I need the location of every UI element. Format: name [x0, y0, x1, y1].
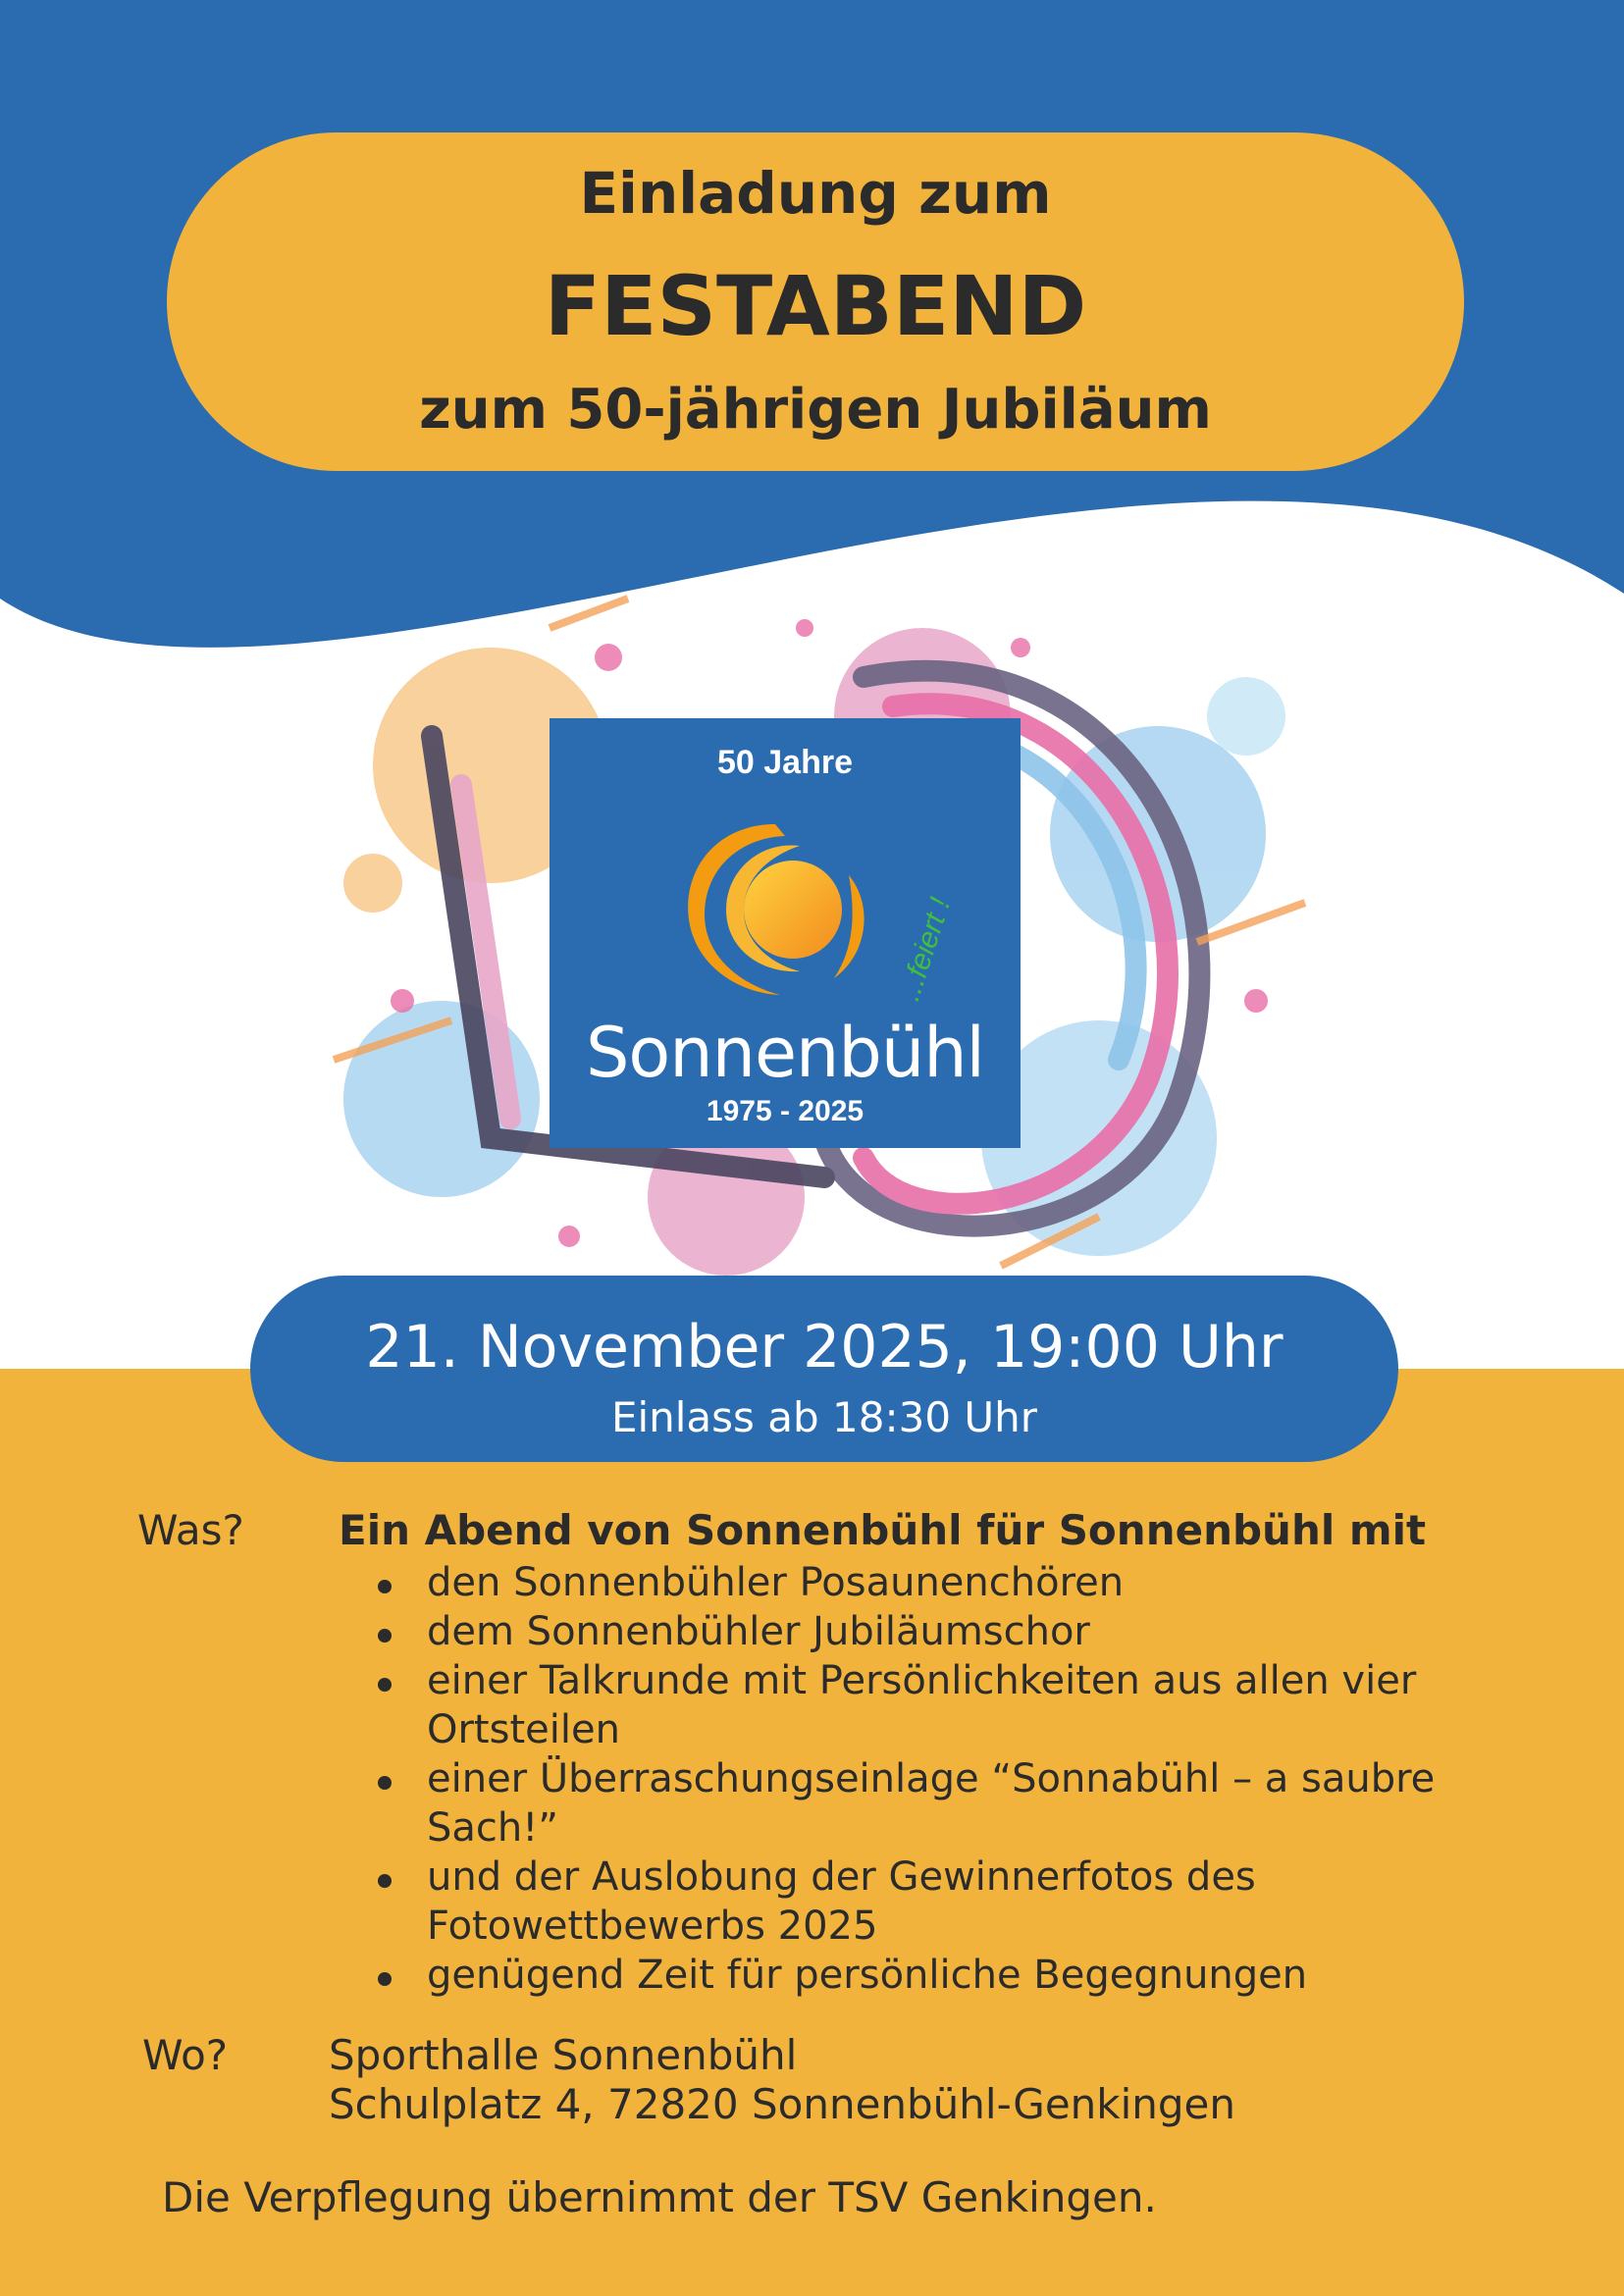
what-label: Was? — [137, 1506, 244, 1554]
program-list — [378, 1558, 1516, 2000]
list-item: den Sonnenbühler Posaunenchören — [378, 1558, 1516, 1607]
list-item: genügend Zeit für persönliche Begegnungen — [378, 1951, 1516, 2000]
admission-time: Einlass ab 18:30 Uhr — [610, 1393, 1038, 1441]
logo-years-label: 50 Jahre — [717, 744, 853, 781]
header-line-1: Einladung zum — [579, 160, 1052, 227]
venue-name: Sporthalle Sonnenbühl — [329, 2031, 798, 2079]
where-label: Wo? — [142, 2031, 229, 2079]
header-title: FESTABEND — [544, 258, 1087, 354]
header-line-3: zum 50-jährigen Jubiläum — [419, 378, 1212, 442]
list-item: dem Sonnenbühler Jubiläumschor — [378, 1607, 1516, 1656]
sun-icon — [677, 816, 893, 1003]
what-heading: Ein Abend von Sonnenbühl für Sonnenbühl mit — [339, 1506, 1427, 1554]
event-date-time: 21. November 2025, 19:00 Uhr — [365, 1313, 1283, 1382]
logo-name: Sonnenbühl — [585, 1013, 985, 1093]
list-item: und der Auslobung der Gewinnerfotos des Fotowettbewerbs 2025 — [378, 1852, 1516, 1951]
sonnenbuehl-anniversary-logo — [550, 718, 1021, 1148]
list-item: einer Überraschungseinlage “Sonnabühl – a saubre Sach!” — [378, 1754, 1516, 1852]
catering-note: Die Verpflegung übernimmt der TSV Genkingen. — [162, 2173, 1157, 2221]
venue-address: Schulplatz 4, 72820 Sonnenbühl-Genkingen — [329, 2080, 1236, 2128]
logo-tagline-text: ...feiert ! — [893, 893, 958, 1006]
header-banner — [167, 132, 1464, 471]
date-banner — [250, 1276, 1398, 1462]
logo-tagline — [888, 875, 976, 1013]
list-item: einer Talkrunde mit Persönlichkeiten aus allen vier Ortsteilen — [378, 1656, 1516, 1754]
logo-years-range: 1975 - 2025 — [706, 1095, 864, 1127]
